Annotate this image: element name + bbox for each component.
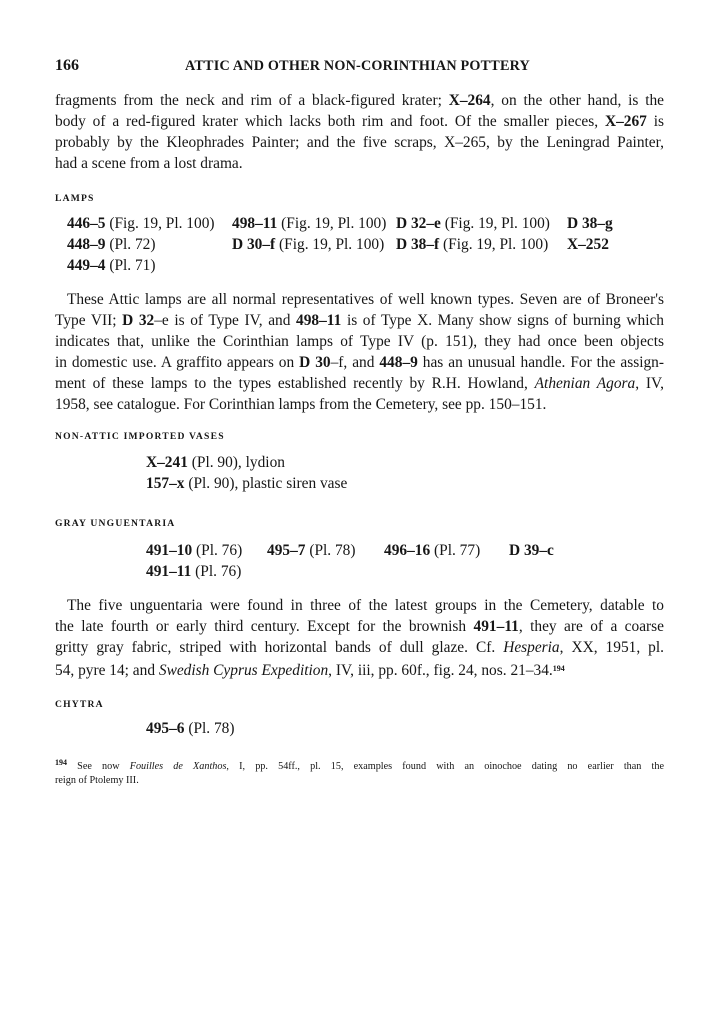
catalogue-entry: 498–11 (Fig. 19, Pl. 100): [232, 215, 387, 232]
text-line: gritty gray fabric, striped with horizontal bands of dull glaze. Cf. Hesperia, XX, 1951, pl.: [55, 639, 664, 656]
gray-unguentaria-paragraph: [55, 595, 664, 681]
footnote-line: $^{194}$ See now Fouilles de Xanthos, I, pp. 54ff., pl. 15, examples found with an oinochoe dating no earlier than the: [55, 758, 664, 772]
text-line: These Attic lamps are all normal representatives of well known types. Seven are of Broneer's: [67, 291, 664, 308]
text-line: the late fourth or early third century. Except for the brownish 491–11, they are of a coarse: [55, 618, 664, 635]
page-number: 166: [55, 57, 79, 74]
running-title: ATTIC AND OTHER NON-CORINTHIAN POTTERY: [185, 58, 531, 74]
catalogue-entry: X–241 (Pl. 90), lydion: [146, 454, 285, 471]
catalogue-entry: 157–x (Pl. 90), plastic siren vase: [146, 475, 348, 492]
intro-paragraph: [55, 90, 664, 174]
catalogue-entry: D 38–g: [567, 215, 613, 232]
text-line: Type VII; D 32–e is of Type IV, and 498–11 is of Type X. Many show signs of burning which: [55, 312, 664, 329]
catalogue-entry: D 32–e (Fig. 19, Pl. 100): [396, 215, 550, 232]
text-line: ment of these lamps to the types established recently by R.H. Howland, Athenian Agora, IV,: [55, 375, 664, 392]
catalogue-entry: D 30–f (Fig. 19, Pl. 100): [232, 236, 385, 253]
page-header: [55, 57, 665, 79]
footnote-reference: 194: [552, 664, 565, 673]
text-line: The five unguentaria were found in three of the latest groups in the Cemetery, datable to: [67, 597, 664, 614]
footnote-line: reign of Ptolemy III.: [55, 775, 139, 786]
text-line: 1958, see catalogue. For Corinthian lamps from the Cemetery, see pp. 150–151.: [55, 396, 547, 413]
catalogue-entry: X–252: [567, 236, 609, 253]
footnote: [55, 756, 664, 788]
text-line: fragments from the neck and rim of a black-figured krater; X–264, on the other hand, is the: [55, 92, 665, 109]
text-line: indicates that, unlike the Corinthian lamps of Type IV (p. 151), they had once been objects: [55, 333, 664, 350]
section-heading-non-attic: NON-ATTIC IMPORTED VASES: [55, 431, 225, 442]
text-line: probably by the Kleophrades Painter; and the five scraps, X–265, by the Leningrad Painter,: [55, 134, 664, 151]
lamps-paragraph: [55, 289, 664, 415]
catalogue-entry: 446–5 (Fig. 19, Pl. 100): [67, 215, 215, 232]
text-line: 54, pyre 14; and Swedish Cyprus Expedition, IV, iii, pp. 60f., fig. 24, nos. 21–34.$^{194}$: [55, 662, 565, 679]
text-line: in domestic use. A graffito appears on D 30–f, and 448–9 has an unusual handle. For the assign-: [55, 354, 664, 371]
text-line: had a scene from a lost drama.: [55, 155, 243, 172]
catalogue-entry: 491–11 (Pl. 76): [146, 563, 242, 580]
section-heading-gray-unguentaria: GRAY UNGUENTARIA: [55, 518, 176, 529]
catalogue-entry: 496–16 (Pl. 77): [384, 542, 481, 559]
catalogue-entry: 495–6 (Pl. 78): [146, 720, 235, 737]
catalogue-entry: 448–9 (Pl. 72): [67, 236, 156, 253]
catalogue-entry: 491–10 (Pl. 76): [146, 542, 243, 559]
footnote-number: 194: [55, 758, 67, 767]
text-line: body of a red-figured krater which lacks both rim and foot. Of the smaller pieces, X–267 is: [55, 113, 664, 130]
catalogue-entry: D 39–c: [509, 542, 554, 559]
section-heading-lamps: LAMPS: [55, 193, 95, 204]
catalogue-entry: D 38–f (Fig. 19, Pl. 100): [396, 236, 549, 253]
catalogue-entry: 449–4 (Pl. 71): [67, 257, 156, 274]
section-heading-chytra: CHYTRA: [55, 699, 104, 710]
catalogue-entry: 495–7 (Pl. 78): [267, 542, 356, 559]
